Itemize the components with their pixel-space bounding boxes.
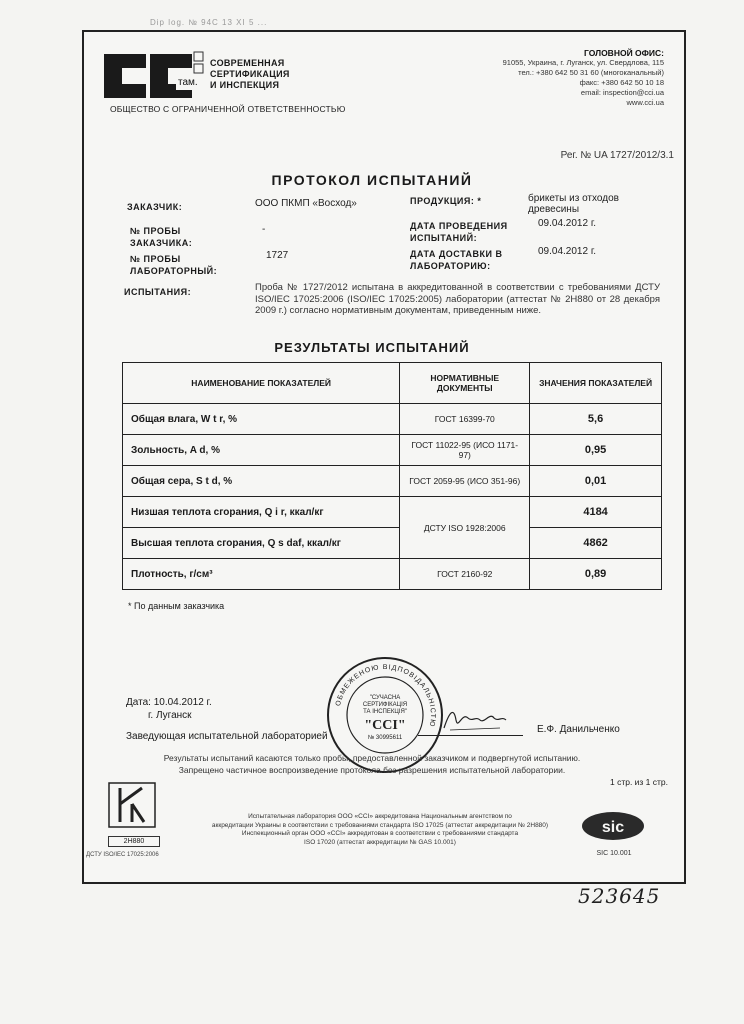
handwritten-number: 523645 bbox=[578, 884, 661, 908]
indicator-value: 5,6 bbox=[530, 404, 662, 435]
customer-label: ЗАКАЗЧИК: bbox=[127, 202, 183, 212]
table-row bbox=[123, 404, 662, 435]
indicator-value: 4184 bbox=[530, 497, 662, 528]
svg-text:sic: sic bbox=[601, 819, 625, 836]
svg-text:"СУЧАСНА: "СУЧАСНА bbox=[369, 695, 401, 701]
test-date-value: 09.04.2012 г. bbox=[538, 218, 597, 229]
indicator-name: Зольность, A d, % bbox=[123, 435, 400, 466]
svg-text:СЕРТИФІКАЦІЯ: СЕРТИФІКАЦІЯ bbox=[362, 702, 408, 708]
norm-doc: ГОСТ 2059-95 (ИСО 351-96) bbox=[400, 466, 530, 497]
tests-label: ИСПЫТАНИЯ: bbox=[124, 287, 192, 297]
customer-note: * По данным заказчика bbox=[128, 601, 225, 611]
table-row bbox=[123, 559, 662, 590]
disclaimer: Результаты испытаний касаются только пробы, предоставленной заказчиком и подвергнутой испытанию. Запрещено частичное воспроизведение протокола без разрешения испытательной лаборатории. bbox=[163, 753, 581, 775]
delivery-date-value: 09.04.2012 г. bbox=[538, 246, 597, 257]
table-row bbox=[123, 466, 662, 497]
svg-text:№ 30995611: № 30995611 bbox=[367, 735, 403, 741]
column-header: НАИМЕНОВАНИЕ ПОКАЗАТЕЛЕЙ bbox=[123, 363, 400, 404]
sample-customer-value: - bbox=[262, 224, 266, 235]
column-header: НОРМАТИВНЫЕ ДОКУМЕНТЫ bbox=[400, 363, 530, 404]
indicator-name: Низшая теплота сгорания, Q i r, ккал/кг bbox=[123, 497, 400, 528]
indicator-name: Высшая теплота сгорания, Q s daf, ккал/кг bbox=[123, 528, 400, 559]
test-date-label: ДАТА ПРОВЕДЕНИЯ ИСПЫТАНИЙ: bbox=[410, 221, 508, 243]
head-office-info: ГОЛОВНОЙ ОФИС: 91055, Украина, г. Луганск, ул. Свердлова, 115 тел.: +380 642 50 31 60 (многоканальный) факс: +380 642 50 10 18 email: inspection@cci.ua www.cci.ua bbox=[502, 48, 664, 107]
norm-doc: ГОСТ 11022-95 (ИСО 1171-97) bbox=[400, 435, 530, 466]
norm-doc: ДСТУ ISO 1928:2006 bbox=[400, 497, 530, 559]
lab-head-label: Заведующая испытательной лабораторией bbox=[126, 731, 328, 742]
svg-text:там.: там. bbox=[178, 77, 198, 88]
table-row bbox=[123, 435, 662, 466]
column-header: ЗНАЧЕНИЯ ПОКАЗАТЕЛЕЙ bbox=[530, 363, 662, 404]
accreditation-reg: 2Н880 bbox=[108, 836, 160, 847]
table-row bbox=[123, 528, 662, 559]
svg-text:ТА ІНСПЕКЦІЯ": ТА ІНСПЕКЦІЯ" bbox=[363, 709, 407, 715]
results-title: РЕЗУЛЬТАТЫ ИСПЫТАНИЙ bbox=[274, 340, 470, 355]
product-label: ПРОДУКЦИЯ: * bbox=[410, 196, 482, 206]
accreditation-text: Испытательная лаборатория ООО «ССІ» аккредитована Национальным агентством по аккредитации Украины в соответствии с требованиями стандарта ISO 17025 (аттестат аккредитации № 2Н880) Инспекционный орган ООО «ССІ» аккредитован в соответствии с требованиями стандарта ISO 17020 (аттестат аккредитации № GAS 10.001) bbox=[211, 813, 549, 846]
accreditation-standard: ДСТУ ISO/IEC 17025:2006 bbox=[86, 852, 159, 858]
results-table bbox=[122, 362, 662, 590]
accreditation-mark bbox=[108, 782, 156, 828]
legal-form: ОБЩЕСТВО С ОГРАНИЧЕННОЙ ОТВЕТСТВЕННОСТЬЮ bbox=[110, 104, 346, 114]
customer-value: ООО ПКМП «Восход» bbox=[255, 198, 357, 209]
svg-text:ОБМЕЖЕНОЮ ВІДПОВІДАЛЬНІСТЮ: ОБМЕЖЕНОЮ ВІДПОВІДАЛЬНІСТЮ bbox=[334, 663, 437, 728]
company-logo bbox=[100, 48, 205, 104]
indicator-value: 0,01 bbox=[530, 466, 662, 497]
table-header-row bbox=[123, 363, 662, 404]
indicator-name: Плотность, г/см³ bbox=[123, 559, 400, 590]
delivery-date-label: ДАТА ДОСТАВКИ В ЛАБОРАТОРИЮ: bbox=[410, 249, 503, 271]
indicator-name: Общая влага, W t r, % bbox=[123, 404, 400, 435]
indicator-value: 0,95 bbox=[530, 435, 662, 466]
sample-lab-label: № ПРОБЫ ЛАБОРАТОРНЫЙ: bbox=[130, 254, 218, 276]
product-value: брикеты из отходов древесины bbox=[528, 193, 619, 215]
indicator-value: 4862 bbox=[530, 528, 662, 559]
document-title: ПРОТОКОЛ ИСПЫТАНИЙ bbox=[271, 172, 473, 188]
norm-doc: ГОСТ 16399-70 bbox=[400, 404, 530, 435]
table-row bbox=[123, 497, 662, 528]
page-count: 1 стр. из 1 стр. bbox=[609, 777, 668, 787]
sample-lab-value: 1727 bbox=[266, 250, 289, 261]
norm-doc: ГОСТ 2160-92 bbox=[400, 559, 530, 590]
issue-date: Дата: 10.04.2012 г. г. Луганск bbox=[126, 697, 212, 721]
lab-head-name: Е.Ф. Данильченко bbox=[537, 724, 620, 735]
registration-number: Рег. № UA 1727/2012/3.1 bbox=[560, 150, 674, 161]
company-name: СОВРЕМЕННАЯ СЕРТИФИКАЦИЯ И ИНСПЕКЦИЯ bbox=[210, 58, 290, 90]
sic-logo bbox=[580, 810, 646, 842]
tests-description: Проба № 1727/2012 испытана в аккредитованной в соответствии с требованиями ДСТУ ISO/IEC 17025:2006 (ISO/IEC 17025:2005) лаборатории (аттестат № 2Н880 от 28 декабря 2009 г.) согласно нормативным документам, приведенным ниже. bbox=[255, 282, 660, 316]
svg-text:"CCI": "CCI" bbox=[364, 718, 406, 733]
sample-customer-label: № ПРОБЫ ЗАКАЗЧИКА: bbox=[130, 226, 193, 248]
handwritten-signature bbox=[440, 702, 510, 736]
indicator-name: Общая сера, S t d, % bbox=[123, 466, 400, 497]
top-noise: Dip log. № 94C 13 XI 5 ... bbox=[150, 18, 268, 27]
sic-number: SIC 10.001 bbox=[596, 850, 632, 857]
indicator-value: 0,89 bbox=[530, 559, 662, 590]
